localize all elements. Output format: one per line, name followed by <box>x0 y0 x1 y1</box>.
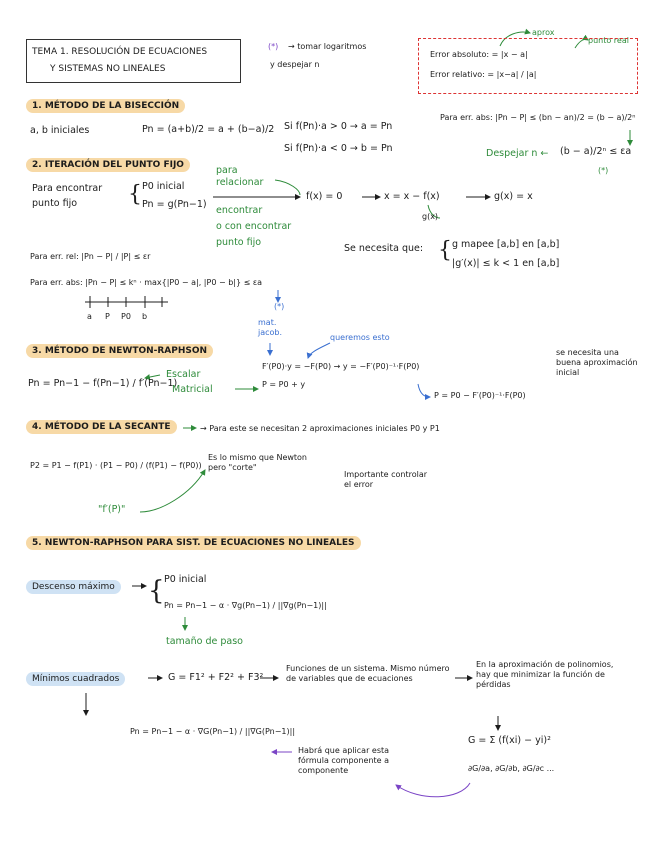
s3-note: se necesita una buena aproximación inicial <box>556 348 638 377</box>
error-rel: Error relativo: = |x−a| / |a| <box>430 70 537 79</box>
s3-eq1: F′(P0)·y = −F(P0) → y = −F′(P0)⁻¹·F(P0) <box>262 362 420 371</box>
s4-formula: P2 = P1 − f(P1) · (P1 − P0) / (f(P1) − f(P0)) <box>30 461 202 470</box>
s2-pn: Pn = g(Pn−1) <box>142 199 207 210</box>
s1-star: (*) <box>598 166 609 175</box>
error-box <box>418 38 638 94</box>
s1-cond1: Si f(Pn)·a > 0 → a = Pn <box>284 121 393 132</box>
s5-g-formula: G = F1² + F2² + F3² <box>168 672 264 683</box>
s5-minimos: Mínimos cuadrados <box>26 672 125 686</box>
s3-escalar: Escalar <box>166 369 201 380</box>
note-star-label: (*) <box>268 42 279 51</box>
section4-heading: 4. MÉTODO DE LA SECANTE <box>26 420 177 434</box>
s4-fprime: "f′(P)" <box>98 504 126 515</box>
s5-brace: { <box>148 576 165 606</box>
section3-heading: 3. MÉTODO DE NEWTON-RAPHSON <box>26 344 213 358</box>
s2-chain-fx: f(x) = 0 <box>306 191 343 202</box>
s5-pn: Pn = Pn−1 − α · ∇g(Pn−1) / ||∇g(Pn−1)|| <box>164 601 327 610</box>
section5-heading: 5. NEWTON-RAPHSON PARA SIST. DE ECUACIONES NO LINEALES <box>26 536 361 550</box>
section1-heading: 1. MÉTODO DE LA BISECCIÓN <box>26 99 185 113</box>
s1-err-abs: Para err. abs: |Pn − P| ≤ (bn − an)/2 = (b − a)/2ⁿ <box>440 113 636 122</box>
s2-chain-x: x = x − f(x) <box>384 191 440 202</box>
s2-brace: { <box>128 182 142 207</box>
s2-star: (*) <box>274 302 285 311</box>
s5-aplicar: Habrá que aplicar esta fórmula componente a componente <box>298 746 390 775</box>
s2-req1: g mapee [a,b] en [a,b] <box>452 239 560 250</box>
error-abs: Error absoluto: = |x − a| <box>430 50 528 59</box>
s2-gx-label: g(x) <box>422 212 439 221</box>
s2-chain-gx: g(x) = x <box>494 191 533 202</box>
aprox-label: aprox <box>532 28 555 37</box>
s4-same: Es lo mismo que Newton pero "corte" <box>208 453 308 472</box>
s3-matricial: Matricial <box>172 384 213 395</box>
s2-err-abs: Para err. abs: |Pn − P| ≤ kⁿ · max{|P0 − a|, |P0 − b|} ≤ εa <box>30 278 263 287</box>
s5-descenso: Descenso máximo <box>26 580 121 594</box>
s3-mat-jacob: mat. jacob. <box>258 318 283 337</box>
punto-real-label: punto real <box>588 36 629 45</box>
note-line1: → tomar logaritmos <box>288 42 367 51</box>
s5-partials: ∂G/∂a, ∂G/∂b, ∂G/∂c ... <box>468 764 555 773</box>
s2-punto-fijo: punto fijo <box>32 198 78 209</box>
page-title-line2: Y SISTEMAS NO LINEALES <box>50 64 166 74</box>
s2-necesita: Se necesita que: <box>344 243 424 254</box>
s5-p0: P0 inicial <box>164 574 207 585</box>
s4-important: Importante controlar el error <box>344 470 428 489</box>
note-line2: y despejar n <box>270 60 320 69</box>
s1-despejar: Despejar n ← <box>486 148 549 159</box>
axis-label-p: P <box>105 312 110 321</box>
s1-cond2: Si f(Pn)·a < 0 → b = Pn <box>284 143 393 154</box>
s3-eq2: P = P0 + y <box>262 380 306 389</box>
s2-req-brace: { <box>438 238 452 263</box>
s1-initials: a, b iniciales <box>30 125 90 136</box>
s2-para-rel1: para <box>216 165 238 176</box>
s2-para: Para encontrar <box>32 183 103 194</box>
s3-formula: Pn = Pn−1 − f(Pn−1) / f′(Pn−1) <box>28 378 178 389</box>
s1-pn-formula: Pn = (a+b)/2 = a + (b−a)/2 <box>142 124 275 135</box>
s3-queremos: queremos esto <box>330 333 390 342</box>
section2-heading: 2. ITERACIÓN DEL PUNTO FIJO <box>26 158 190 172</box>
s4-intro: → Para este se necesitan 2 aproximaciones iniciales P0 y P1 <box>200 424 440 433</box>
s2-req2: |g′(x)| ≤ k < 1 en [a,b] <box>452 258 560 269</box>
s5-sum-formula: G = Σ (f(xi) − yi)² <box>468 735 551 746</box>
s5-pn2: Pn = Pn−1 − α · ∇G(Pn−1) / ||∇G(Pn−1)|| <box>130 727 296 736</box>
s2-err-rel: Para err. rel: |Pn − P| / |P| ≤ εr <box>30 252 151 261</box>
page-title-line1: TEMA 1. RESOLUCIÓN DE ECUACIONES <box>32 47 208 57</box>
s1-despejar-formula: (b − a)/2ⁿ ≤ εa <box>560 146 632 157</box>
s2-encontrar2: o con encontrar <box>216 221 292 232</box>
s2-encontrar1: encontrar <box>216 205 263 216</box>
s2-p0: P0 inicial <box>142 181 185 192</box>
s5-tam: tamaño de paso <box>166 636 243 647</box>
axis-label-a: a <box>87 312 92 321</box>
axis-label-b: b <box>142 312 148 321</box>
s5-funciones: Funciones de un sistema. Mismo número de variables que de ecuaciones <box>286 664 450 683</box>
s2-para-rel2: relacionar <box>216 177 264 188</box>
s5-aprox-note: En la aproximación de polinomios, hay que minimizar la función de pérdidas <box>476 660 614 689</box>
s2-encontrar3: punto fijo <box>216 237 262 248</box>
s3-eq3: P = P0 − F′(P0)⁻¹·F(P0) <box>434 391 526 400</box>
axis-label-p0: P0 <box>121 312 131 321</box>
